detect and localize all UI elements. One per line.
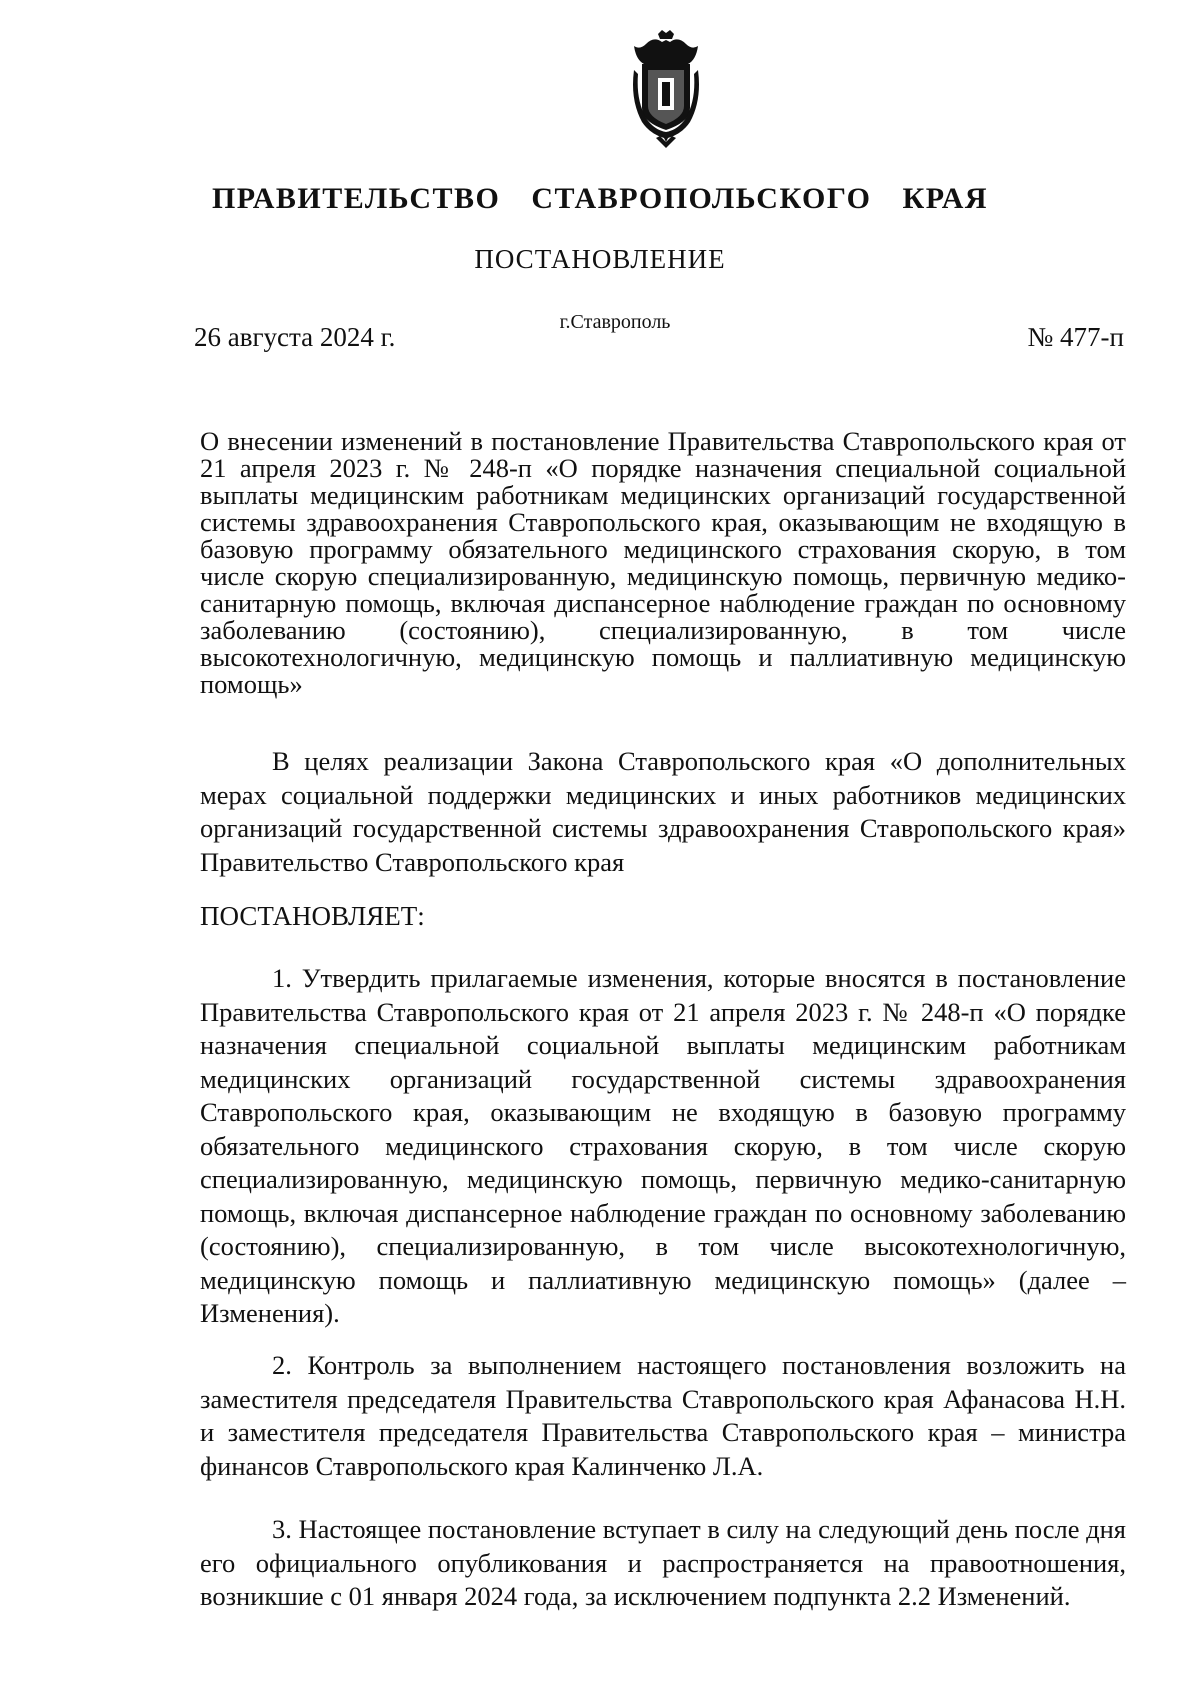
document-number: № 477-п (1027, 322, 1124, 352)
document-place: г.Ставрополь (559, 311, 671, 333)
coat-of-arms-icon (628, 30, 704, 148)
decree-word: ПОСТАНОВЛЯЕТ: (200, 901, 425, 931)
document-date: 26 августа 2024 г. (194, 322, 396, 352)
document-type: ПОСТАНОВЛЕНИЕ (474, 244, 726, 274)
government-name: ПРАВИТЕЛЬСТВО СТАВРОПОЛЬСКОГО КРАЯ (211, 182, 989, 215)
item-3-paragraph: 3. Настоящее постановление вступает в силу на следующий день после дня его официального опубликования и распространяется на правоотношения, возникшие с 01 января 2024 года, за исключением подпункта 2.2 Изменений. (200, 1514, 1126, 1611)
document-subject: О внесении изменений в постановление Правительства Ставропольского края от 21 апреля 2023 г. № 248-п «О порядке назначения специальной социальной выплаты медицинским работникам медицинских организаций государственной системы здравоохранения Ставропольского края, оказывающим не входящую в базовую программу обязательного медицинского страхования скорую, в том числе скорую специализированную, медицинскую помощь, первичную медико-санитарную помощь, включая диспансерное наблюдение граждан по основному заболеванию (состоянию), специализированную, в том числе высокотехнологичную, медицинскую помощь и паллиативную медицинскую помощь» (200, 426, 1126, 699)
preamble-paragraph: В целях реализации Закона Ставропольского края «О дополнительных мерах социальной поддержки медицинских и иных работников медицинских организаций государственной системы здравоохранения Ставропольского края» Правительство Ставропольского края (200, 746, 1126, 877)
item-1-paragraph: 1. Утвердить прилагаемые изменения, которые вносятся в постановление Правительства Ставропольского края от 21 апреля 2023 г. № 248-п «О порядке назначения специальной социальной выплаты медицинским работникам медицинских организаций государственной системы здравоохранения Ставропольского края, оказывающим не входящую в базовую программу обязательного медицинского страхования скорую, в том числе скорую специализированную, медицинскую помощь, первичную медико-санитарную помощь, включая диспансерное наблюдение граждан по основному заболеванию (состоянию), специализированную, в том числе высокотехнологичную, медицинскую помощь и паллиативную медицинскую помощь» (далее – Изменения). (200, 963, 1126, 1328)
item-2-paragraph: 2. Контроль за выполнением настоящего постановления возложить на заместителя председателя Правительства Ставропольского края Афанасова Н.Н. и заместителя председателя Правительства Ставропольского края – министра финансов Ставропольского края Калинченко Л.А. (200, 1350, 1126, 1481)
